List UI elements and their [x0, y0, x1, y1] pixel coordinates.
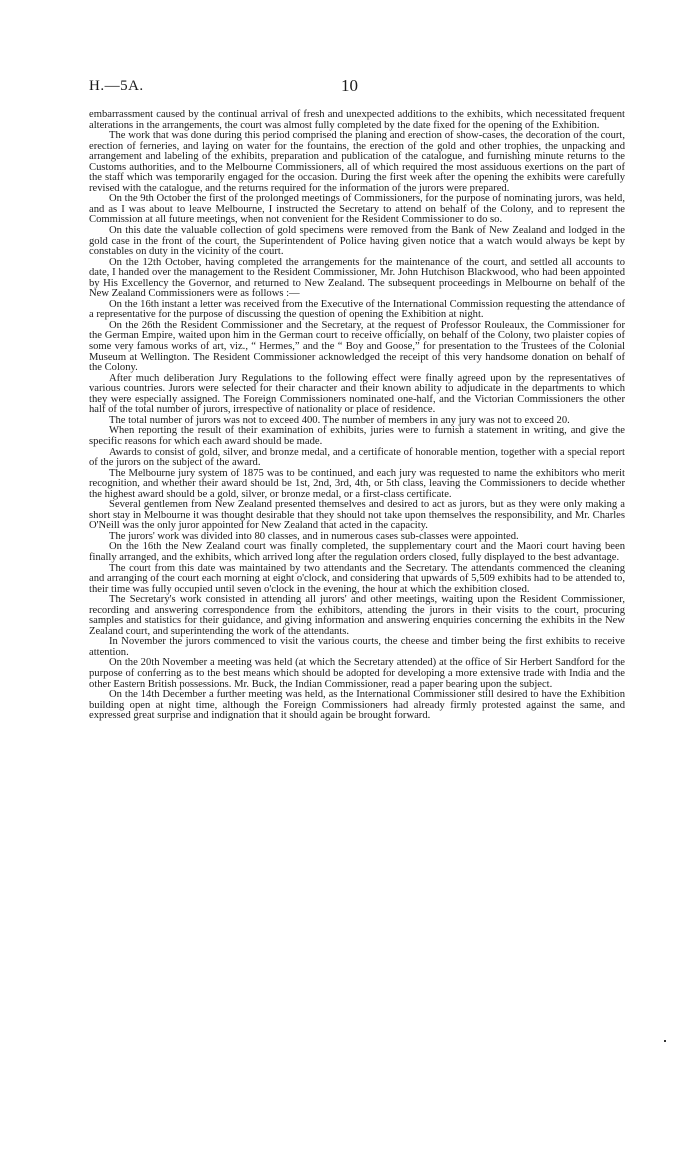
paragraph: On the 20th November a meeting was held (at which the Secretary attended) at the office of Sir Herbert Sandford for the purpose of conferring as to the best means which should be adopted for developing a more extensive trade with India and the other Eastern British possessions. Mr. Buck, the Indian Commissioner, read a paper bearing upon the subject.: [89, 657, 625, 690]
paragraph: On the 14th December a further meeting was held, as the International Commissioner still desired to have the Exhibition building open at night time, although the Foreign Commissioners had already firmly protested against the same, and expressed great surprise and indignation that it should again be brought forward.: [89, 689, 625, 722]
paragraph: On the 16th instant a letter was received from the Executive of the International Commission requesting the attendance of a representative for the purpose of discussing the question of opening the Exhibition at night.: [89, 298, 625, 321]
paragraph: The total number of jurors was not to exceed 400. The number of members in any jury was not to exceed 20.: [109, 414, 570, 426]
paragraph: The Melbourne jury system of 1875 was to be continued, and each jury was requested to name the exhibitors who merit recognition, and whether their award should be 1st, 2nd, 3rd, 4th, or 5th class, leaving the Commissioners to decide whether the highest award should be a gold, silver, or bronze medal, or a first-class certificate.: [89, 467, 625, 500]
paragraph: The work that was done during this period comprised the planing and erection of show-cases, the decoration of the court, erection of ferneries, and laying on water for the fountains, the erection of the gold and other trophies, the unpacking and arrangement and labeling of the exhibits, preparation and publication of the catalogue, and furnishing minute returns to the Customs authorities, and to the Melbourne Commissioners, all of which required the most assiduous exertions on the part of the staff which was temporarily engaged for the occasion. During the first week after the opening the exhibits were carefully revised with the catalogue, and the returns required for the information of the jurors were prepared.: [89, 130, 625, 194]
paragraph: On the 12th October, having completed the arrangements for the maintenance of the court, and settled all accounts to date, I handed over the management to the Resident Commissioner, Mr. John Hutchison Blackwood, who had been appointed by His Excellency the Governor, and returned to New Zealand. The subsequent proceedings in Melbourne on behalf of the New Zealand Commissioners were as follows :—: [89, 256, 625, 300]
paragraph: Several gentlemen from New Zealand presented themselves and desired to act as jurors, but as they were only making a short stay in Melbourne it was thought desirable that they should not take upon themselves the responsibility, and Mr. Charles O'Neill was the only juror appointed for New Zealand that acted in the capacity.: [89, 499, 625, 532]
document-reference: H.—5A.: [89, 78, 144, 94]
paragraph: When reporting the result of their examination of exhibits, juries were to furnish a statement in writing, and give the specific reasons for which each award should be made.: [89, 425, 625, 447]
page-number: 10: [341, 76, 358, 95]
paragraph: On the 16th the New Zealand court was finally completed, the supplementary court and the Maori court having been finally arranged, and the exhibits, which arrived long after the regulation orders closed, fully displayed to the best advantage.: [89, 541, 625, 563]
paragraph: On the 26th the Resident Commissioner and the Secretary, at the request of Professor Rouleaux, the Commissioner for the German Empire, waited upon him in the German court to receive officially, on behalf of the Colony, two plaister copies of some very famous works of art, viz., “ Hermes,” and the “ Boy and Goose,” for presentation to the Trustees of the Colonial Museum at Wellington. The Resident Commissioner acknowledged the receipt of this very handsome donation on behalf of the Colony.: [89, 319, 625, 374]
paragraph: The Secretary's work consisted in attending all jurors' and other meetings, waiting upon the Resident Commissioner, recording and answering correspondence from the exhibitors, attending the jurors in their visits to the court, procuring samples and statistics for their guidance, and giving information and answering enquiries concerning the exhibits in the New Zealand court, and superintending the work of the attendants.: [89, 594, 625, 637]
paragraph: In November the jurors commenced to visit the various courts, the cheese and timber being the first exhibits to receive attention.: [89, 636, 625, 658]
paragraph: On this date the valuable collection of gold specimens were removed from the Bank of New Zealand and lodged in the gold case in the front of the court, the Superintendent of Police having given notice that a watch would always be kept by constables on duty in the vicinity of the court.: [89, 225, 625, 258]
paragraph: Awards to consist of gold, silver, and bronze medal, and a certificate of honorable mention, together with a special report of the jurors on the subject of the award.: [89, 446, 625, 469]
paragraph: The jurors' work was divided into 80 classes, and in numerous cases sub-classes were appointed.: [109, 530, 519, 542]
scan-speck: [664, 1040, 666, 1042]
paragraph: embarrassment caused by the continual arrival of fresh and unexpected additions to the exhibits, which necessitated frequent alterations in the arrangements, the court was almost fully completed by the date fixed for the opening of the Exhibition.: [89, 109, 625, 131]
body-text: [89, 110, 625, 722]
paragraph: On the 9th October the first of the prolonged meetings of Commissioners, for the purpose of nominating jurors, was held, and as I was about to leave Melbourne, I instructed the Secretary to attend on behalf of the Colony, and to represent the Commission at all future meetings, when not convenient for the Resident Commissioner to do so.: [89, 193, 625, 226]
paragraph: After much deliberation Jury Regulations to the following effect were finally agreed upon by the representatives of various countries. Jurors were selected for their character and their known ability to adjudicate in the departments to which they were especially assigned. The Foreign Commissioners nominated one-half, and the Victorian Commissioners the other half of the total number of jurors, irrespective of nationality or place of residence.: [89, 372, 625, 416]
paragraph: The court from this date was maintained by two attendants and the Secretary. The attendants commenced the cleaning and arranging of the court each morning at eight o'clock, and considering that upwards of 5,509 exhibits had to be attended to, their time was fully occupied until seven o'clock in the evening, the hour at which the exhibition closed.: [89, 562, 625, 595]
